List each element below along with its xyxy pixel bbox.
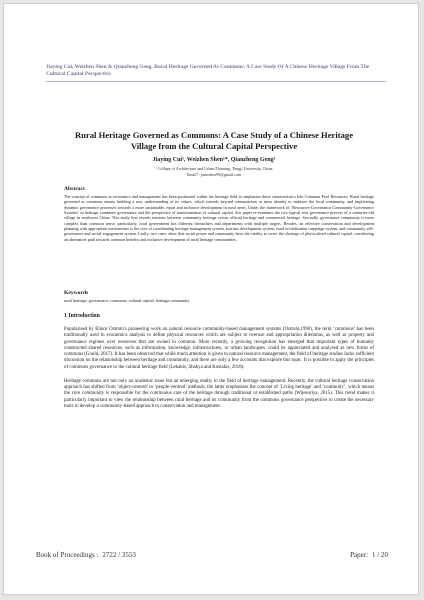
keywords-text: rural heritage; governance; commons; cultural capital; heritage community: [64, 298, 190, 303]
paper-page-number: 1 / 20: [372, 551, 388, 559]
affiliation-block: [64, 166, 364, 177]
contact-email: Email*: jasmshen99@gmail.com: [186, 171, 242, 177]
abstract-heading: Abstract: [64, 186, 85, 192]
keywords-section: [64, 290, 374, 303]
affiliation: ¹ College of Architecture and Urban Planning, Tongji University, China: [155, 166, 273, 171]
introduction-paragraph-2: Heritage commons are not only an academic issue but an emerging reality in the field of heritage management. Recently, the cultural heritage conservation approach has shifted from ‘object-centred’ to ‘people-centred’ methods, the latter emphasises the concept of ‘Living heritage’ and ‘continuity’, which means the core community is responsible for the continuous care of the heritage through traditional or established paths (Wijesuriya, 2015). This trend makes it particularly important to view the relationship between rural heritage and its community from the commons governance perspective to create the necessary tools to develop a community-based approach to conservation and management.: [64, 378, 374, 409]
paper-page-counter: [350, 551, 388, 559]
introduction-section: [64, 313, 374, 410]
proceedings-page-counter: [36, 551, 136, 559]
proceedings-page-number: 2722 / 3553: [102, 551, 136, 559]
keywords-heading: Keywords: [64, 290, 89, 296]
header-divider: [46, 81, 386, 82]
page-footer: [36, 551, 388, 559]
paper-page: [3, 3, 419, 595]
introduction-heading: 1 Introduction: [64, 313, 100, 319]
introduction-paragraph-1: Popularised by Elinor Ostrom's pioneering work on natural resource community-based management systems (Ostrom,1990), the term ‘commons’ has been traditionally used in economics analysis to define physical resources which are subject to overuse and appropriation dilemmas, as well as property and governance regimes over resources that are owned in common. More recently, a growing recognition has emerged that important types of humanly constructed shared resources, such as information, knowledge, infrastructures, or urban landscapes, could be appreciated and analysed as new forms of commons (Gould, 2017). It has been observed that while much attention is given to natural resource management, the field of heritage studies lacks sufficient discussion on the relationship between heritage and community, and there are only a few accounts that explore this topic. It is possible to apply the principles of commons governance to the cultural heritage field (Lekakis, Shakya and Kostakis, 2018).: [64, 327, 374, 370]
abstract-text: The concept of commons in economics and management has been positioned within the heritage field to emphasize these characteristics like Common Pool Resources. Rural heritage governed as commons means building a new understanding of its values, which extends beyond consumerism or mass identity to embrace the local community, and implicating dynamic governance processes towards a more sustainable, equal and inclusive development in rural areas. Under the framework of ‘Resources-Governance Community-Governance Systems’ in heritage commons governance and the perspective of transformation of cultural capital, this paper re-examines the two typical eras governance process of a centuries-old village in southwest China. This study first reveals tensions between community heritage versus official heritage and commercial heritage. Secondly, governance community is more complex than common sense, particularly, local government has different hierarchies and departments with multiple targets. Besides, an effective conservation and development planning with appropriate mechanisms is the core of coordinating heritage management system, tourism development system, rural revitalization campaign system, and community self-governance and social-engagement system. Lastly, two cases show that social power and community have the vitality to cover the shortage of physicalised cultural capital, constituting an alternative path towards common benefits and inclusive development of rural heritage communities.: [64, 194, 374, 242]
author-list: Jiaying Cui¹, Weizhen Shen¹*, Qianzheng Geng¹: [152, 157, 276, 163]
running-head: Jiaying Cui, Weizhen Shen & Qianzheng Geng, Rural Heritage Governed As Commons: A Case Study Of A Chinese Heritage Village From The Cultural Capital Perspective: [46, 64, 370, 77]
paper-title: Rural Heritage Governed as Commons: A Case Study of a Chinese Heritage Village from the Cultural Capital Perspective: [74, 130, 354, 151]
abstract-section: [64, 186, 374, 242]
proceedings-label: Book of Proceedings :: [36, 551, 99, 559]
paper-label: Paper:: [350, 551, 369, 559]
